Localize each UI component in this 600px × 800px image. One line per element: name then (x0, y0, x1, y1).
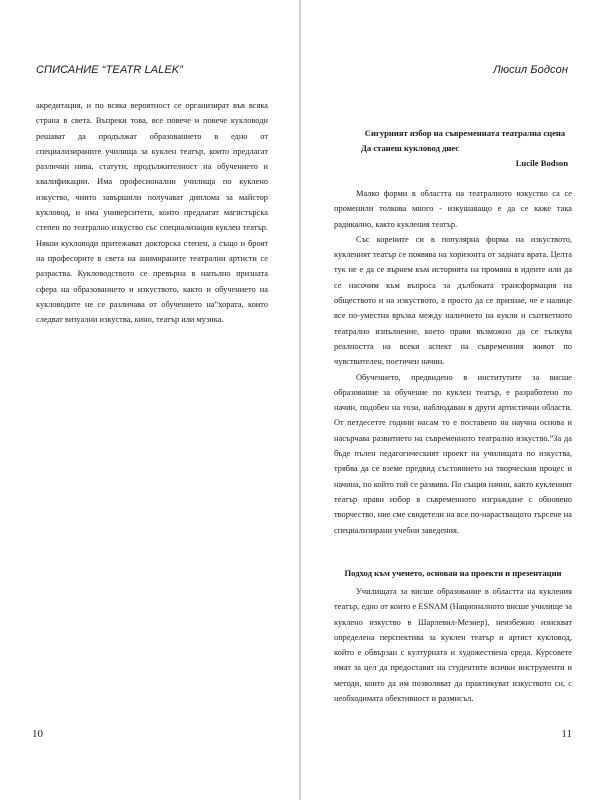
article-title-line1: Сигурният избор на съвременната театрална сцена (364, 128, 566, 138)
section-body (334, 584, 572, 706)
right-page (301, 0, 600, 800)
left-body-paragraph: акредитация, и по всяка вероятност се организират във всяка страна в света. Въпреки това, все повече и повече кукловоди решават да продължат образованието в едно от специализираните училища за куклен театър, които предлагат различни нива, статути, продължителност на обучението и квалификации. Има професионални училища по куклено изкуство, чиито завършили получават диплома за майстор кукловод, и има университети, които предлагат магистърска степен по театрално изкуство със специализация куклен театър. Някои кукловоди притежават докторска степен, а също и броят на професорите в света на анимираните театрални артисти се разраства. Кукловодството се превърна в напълно призната сфера на образованието и изкуството, както и обучението на кукловодите не се различава от обучението на”хората, които следват визуални изкуства, кино, театър или музика. (36, 101, 268, 325)
section-paragraph: Училищата за висше образование в областта на кукления театър, едно от които е ESNAM (Националното висше училище за куклено изкуство в Шарлевил-Мезиер), неизбежно изискват определена перспектива за куклен театър и артист кукловод, който е обвързан с културната и художествена среда. Курсовете имат за цел да предоставят на студентите всички инструменти и методи, които да им позволяват да практикуват изкуството си, с необходимата обективност и размисъл. (334, 587, 572, 704)
page-number-right: 11 (561, 728, 572, 740)
article-title (353, 126, 571, 156)
running-head-journal: СПИСАНИЕ “TEATR LALEK” (36, 64, 183, 76)
section-heading: Подход към ученето, основан на проекти и презентации (344, 568, 562, 578)
running-head-author: Люсил Бодсон (493, 64, 568, 76)
article-body (334, 186, 572, 538)
article-paragraph: Обучението, предвидено в институтите за висше образование за обучение по куклен театър, е разработено по начин, подобен на този, наблюдаван в други артистични области. От петдесетте години насам то е поставено на научна основа и насърчава развитието на съвременното театрално изкуство.”За да бъде пълен педагогическият проект на училищата по изкуства, трябва да се вземе предвид състоянието на творческия процес и начина, по който той се развива. По същия начин, както кукленият театър прави избор в съвременното изграждане с обновено творчество, ние сме свидетели на все по-нарастващото търсене на специализирани учебни заведения. (334, 372, 572, 535)
article-author: Lucile Bodson (515, 158, 568, 168)
left-body-text (36, 98, 268, 327)
article-title-line2: Да станеш кукловод днес (361, 143, 460, 153)
left-page (0, 0, 299, 800)
page-number-left: 10 (32, 728, 43, 740)
article-paragraph: Малко форми в областта на театралното изкуство са се променили толкова много - изкушаващо е да се каже така радикално, както кукления театър. (334, 189, 572, 229)
article-paragraph: Със корените си в популярна форма на изкуството, кукленият театър се появява на хоризонта от задната врата. Целта тук не е да се върнем към историята на промяна в идеите или да се насочим към въпроса за дълбоката трансформация на обществото и на изкуството, а просто да се признае, че е налице все по-уместна връзка между наличието на кукли и съответното театрално изпълнение, което прави възможно да се тълкува реалността на всеки аспект на съвременния живот по чувствителен, поетичен начин. (334, 234, 572, 367)
